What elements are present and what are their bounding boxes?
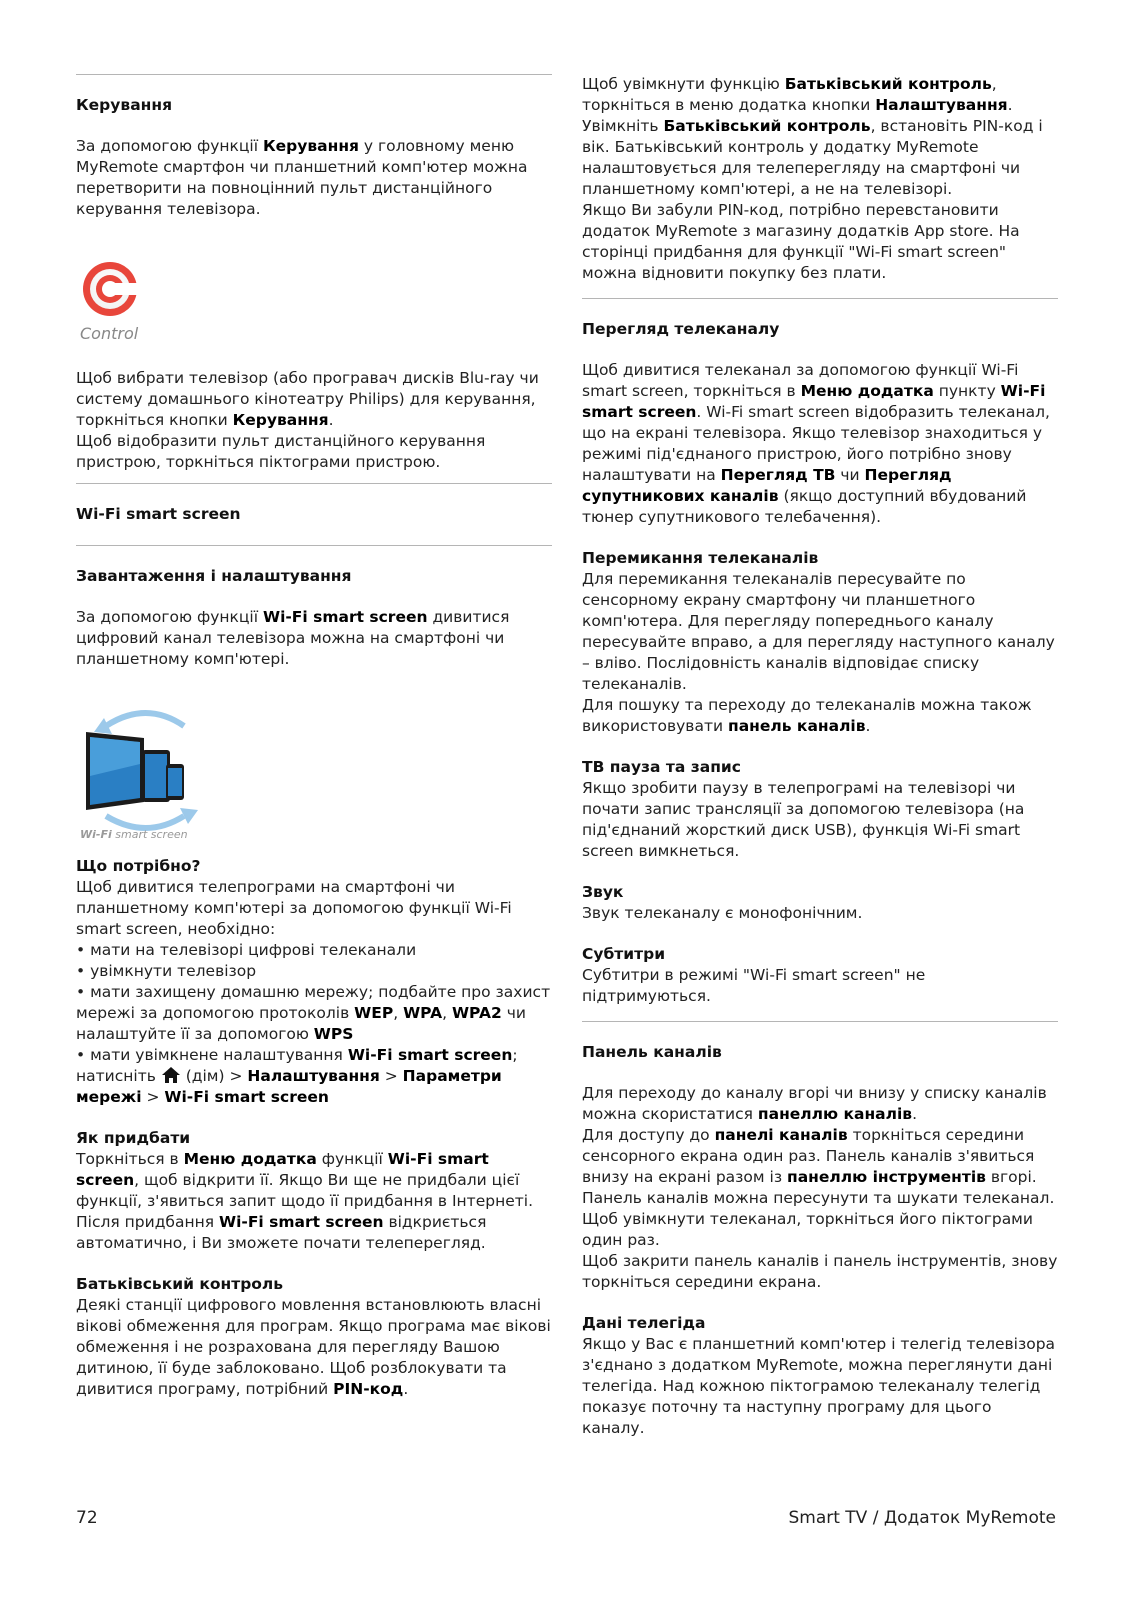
footer-section-title: Smart TV / Додаток MyRemote xyxy=(788,1508,1056,1528)
guide-paragraph: Якщо у Вас є планшетний комп'ютер і телегід телевізора з'єднано з додатком MyRemote, можна переглянути дані телегіда. Над кожною піктограмою телеканалу телегід показує поточну та наступну програму для цього каналу. xyxy=(582,1335,1056,1437)
subsection-heading-requirements: Що потрібно? xyxy=(76,857,201,875)
list-item: • мати увімкнене налаштування Wi-Fi smart screen; натисніть (дім) > Налаштування > Параметри мережі > Wi-Fi smart screen xyxy=(76,1046,518,1106)
subsection-heading-pause: ТВ пауза та запис xyxy=(582,758,741,776)
pause-paragraph: Якщо зробити паузу в телепрограмі на телевізорі чи почати запис трансляції за допомогою телевізора (на під'єднаний жорсткий диск USB), функція Wi-Fi smart screen вимкнеться. xyxy=(582,779,1025,860)
parental-continued-paragraph: Щоб увімкнути функцію Батьківський контроль, торкніться в меню додатка кнопки Налаштування. Увімкніть Батьківський контроль, встановіть PIN-код і вік. Батьківський контроль у додатку MyRemote налаштовується для телеперегляду на смартфоні чи планшетному комп'ютері, а не на телевізорі. xyxy=(582,75,1043,198)
control-select-paragraph: Щоб вибрати телевізор (або програвач дисків Blu-ray чи систему домашнього кінотеатру Philips) для керування, торкніться кнопки Керування. xyxy=(76,369,539,429)
switch-paragraph: Для перемикання телеканалів пересувайте по сенсорному екрану смартфону чи планшетного комп'ютера. Для перегляду попереднього каналу пересувайте вправо, а для перегляду наступного каналу – вліво. Послідовність каналів відповідає списку телеканалів. xyxy=(582,570,1055,693)
control-paragraph: За допомогою функції Керування у головному меню MyRemote смартфон чи планшетний комп'ютер можна перетворити на повноцінний пульт дистанційного керування телевізора. xyxy=(76,137,528,218)
page-number: 72 xyxy=(76,1508,98,1528)
section-heading-watch: Перегляд телеканалу xyxy=(582,320,780,338)
switch-panel-paragraph: Для пошуку та переходу до телеканалів можна також використовувати панель каналів. xyxy=(582,696,1032,735)
control-icon-caption: Control xyxy=(80,324,139,343)
section-heading-control: Керування xyxy=(76,96,173,114)
subsection-heading-guide: Дані телегіда xyxy=(582,1314,706,1332)
buy-paragraph: Торкніться в Меню додатка функції Wi-Fi smart screen, щоб відкрити її. Якщо Ви ще не придбали цієї функції, з'явиться запит щодо її придбання в Інтернеті. Після придбання Wi-Fi smart screen відкриється автоматично, і Ви зможете почати телеперегляд. xyxy=(76,1150,534,1252)
subsection-heading-subtitles: Субтитри xyxy=(582,945,666,963)
requirements-paragraph: Щоб дивитися телепрограми на смартфоні чи планшетному комп'ютері за допомогою функції Wi-Fi smart screen, необхідно: xyxy=(76,878,512,938)
download-paragraph: За допомогою функції Wi-Fi smart screen дивитися цифровий канал телевізора можна на смартфоні чи планшетному комп'ютері. xyxy=(76,608,510,668)
section-heading-wifi: Wi-Fi smart screen xyxy=(76,505,241,523)
subsection-heading-switch: Перемикання телеканалів xyxy=(582,549,819,567)
section-heading-channel-panel: Панель каналів xyxy=(582,1043,722,1061)
left-column xyxy=(76,74,552,1400)
list-item: • увімкнути телевізор xyxy=(76,962,257,980)
panel-access-paragraph: Для доступу до панелі каналів торкніться середини сенсорного екрана один раз. Панель каналів з'явиться внизу на екрані разом із панеллю інструментів вгорі. Панель каналів можна пересунути та шукати телеканал. xyxy=(582,1126,1055,1207)
subsection-heading-download: Завантаження і налаштування xyxy=(76,567,352,585)
list-item: • мати захищену домашню мережу; подбайте про захист мережі за допомогою протоколів WEP, WPA, WPA2 чи налаштуйте її за допомогою WPS xyxy=(76,983,551,1043)
right-column xyxy=(582,74,1058,1439)
parental-paragraph: Деякі станції цифрового мовлення встановлюють власні вікові обмеження для програм. Якщо програма має вікові обмеження і не розрахована для перегляду Вашою дитиною, її буде заблоковано. Щоб розблокувати та дивитися програму, потрібний PIN-код. xyxy=(76,1296,551,1398)
panel-paragraph: Для переходу до каналу вгорі чи внизу у списку каналів можна скористатися панеллю каналів. xyxy=(582,1084,1047,1123)
control-remote-paragraph: Щоб відобразити пульт дистанційного керування пристрою, торкніться піктограми пристрою. xyxy=(76,432,486,471)
sound-paragraph: Звук телеканалу є монофонічним. xyxy=(582,904,863,922)
subtitles-paragraph: Субтитри в режимі "Wi-Fi smart screen" не підтримуються. xyxy=(582,966,926,1005)
subsection-heading-buy: Як придбати xyxy=(76,1129,191,1147)
pin-reset-paragraph: Якщо Ви забули PIN-код, потрібно перевстановити додаток MyRemote з магазину додатків App store. На сторінці придбання для функції "Wi-Fi smart screen" можна відновити покупку без плати. xyxy=(582,201,1020,282)
panel-close-paragraph: Щоб закрити панель каналів і панель інструментів, знову торкніться середини екрана. xyxy=(582,1252,1058,1291)
wifi-smart-screen-icon xyxy=(76,704,216,834)
control-app-icon-block xyxy=(76,220,552,350)
watch-paragraph: Щоб дивитися телеканал за допомогою функції Wi-Fi smart screen, торкніться в Меню додатка пункту Wi-Fi smart screen. Wi-Fi smart screen відобразить телеканал, що на екрані телевізора. Якщо телевізор знаходиться у режимі під'єднаного пристрою, його потрібно знову налаштувати на Перегляд ТВ чи Перегляд супутникових каналів (якщо доступний вбудований тюнер супутникового телебачення). xyxy=(582,361,1050,526)
subsection-heading-parental: Батьківський контроль xyxy=(76,1275,284,1293)
home-icon xyxy=(161,1066,181,1084)
subsection-heading-sound: Звук xyxy=(582,883,624,901)
list-item: • мати на телевізорі цифрові телеканали xyxy=(76,941,417,959)
panel-select-paragraph: Щоб увімкнути телеканал, торкніться його піктограми один раз. xyxy=(582,1210,1033,1249)
wifi-icon-caption: Wi-Fi smart screen xyxy=(80,828,188,841)
wifi-smart-screen-icon-block xyxy=(76,670,552,856)
